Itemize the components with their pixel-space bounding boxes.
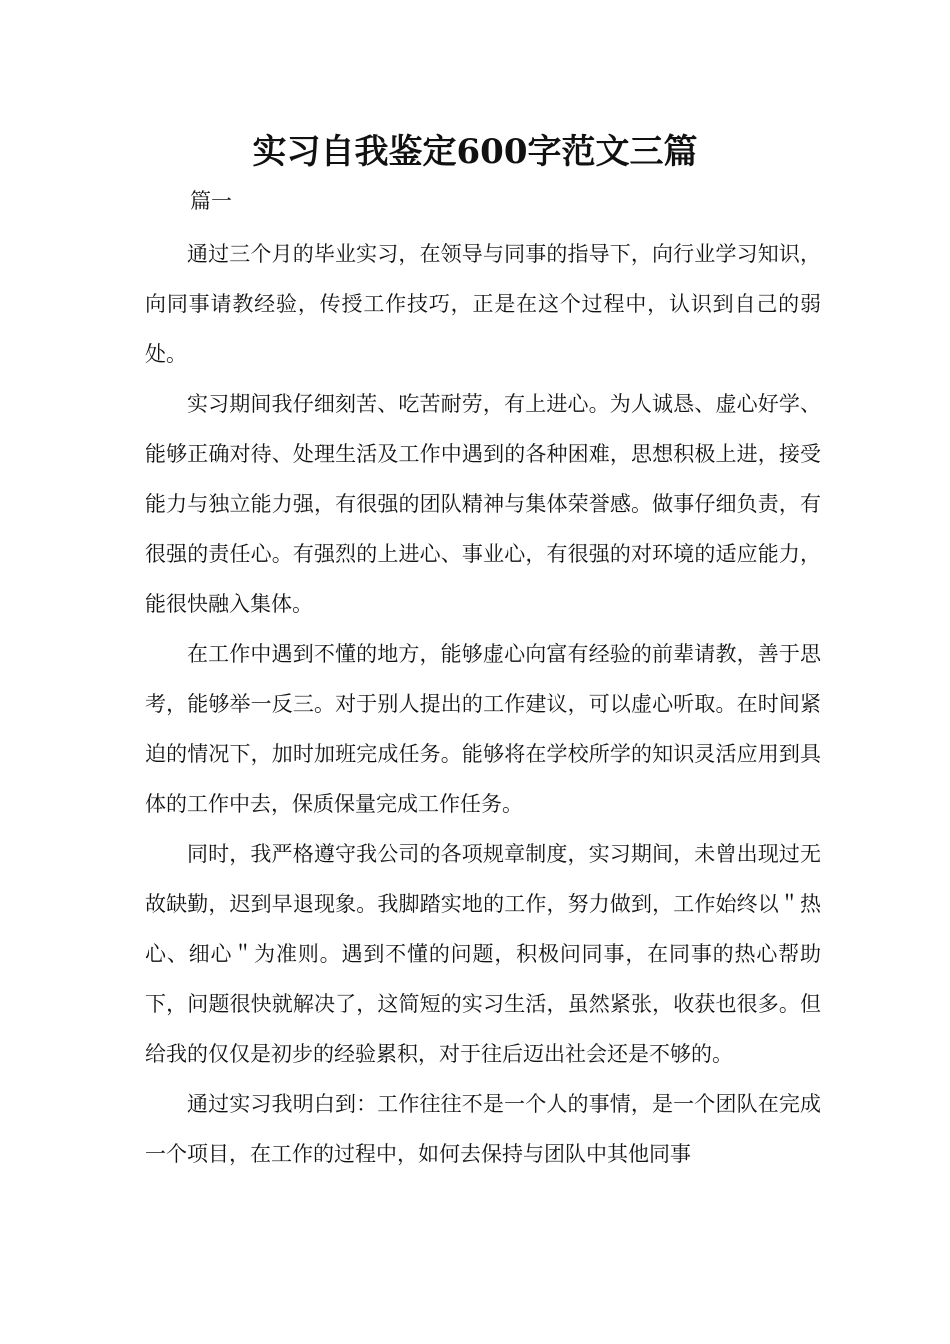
document-title: 实习自我鉴定600字范文三篇 bbox=[252, 132, 698, 172]
paragraph-4: 同时，我严格遵守我公司的各项规章制度，实习期间，未曾出现过无故缺勤，迟到早退现象。我脚踏实地的工作，努力做到，工作始终以＂热心、细心＂为准则。遇到不懂的问题，积极问同事，在同事的热心帮助下，问题很快就解决了，这简短的实习生活，虽然紧张，收获也很多。但给我的仅仅是初步的经验累积，对于往后迈出社会还是不够的。 bbox=[145, 842, 821, 1066]
paragraph-2: 实习期间我仔细刻苦、吃苦耐劳，有上进心。为人诚恳、虚心好学、能够正确对待、处理生活及工作中遇到的各种困难，思想积极上进，接受能力与独立能力强，有很强的团队精神与集体荣誉感。做事仔细负责，有很强的责任心。有强烈的上进心、事业心，有很强的对环境的适应能力，能很快融入集体。 bbox=[145, 392, 821, 616]
paragraph-3: 在工作中遇到不懂的地方，能够虚心向富有经验的前辈请教，善于思考，能够举一反三。对于别人提出的工作建议，可以虚心听取。在时间紧迫的情况下，加时加班完成任务。能够将在学校所学的知识灵活应用到具体的工作中去，保质保量完成工作任务。 bbox=[145, 642, 821, 816]
document-body bbox=[145, 229, 821, 1179]
paragraph-1: 通过三个月的毕业实习，在领导与同事的指导下，向行业学习知识，向同事请教经验，传授工作技巧，正是在这个过程中，认识到自己的弱处。 bbox=[145, 242, 821, 366]
section-label: 篇一 bbox=[190, 189, 232, 213]
paragraph-5: 通过实习我明白到：工作往往不是一个人的事情，是一个团队在完成一个项目，在工作的过程中，如何去保持与团队中其他同事 bbox=[145, 1092, 821, 1166]
